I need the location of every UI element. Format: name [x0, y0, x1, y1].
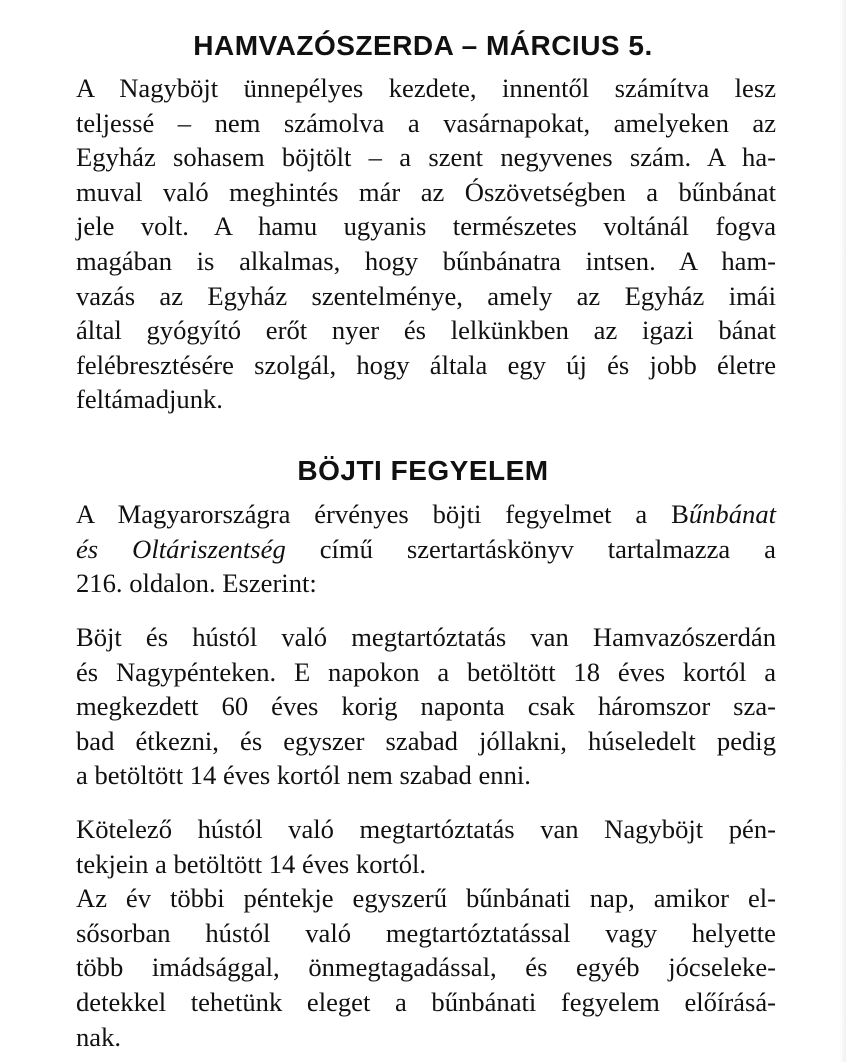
paragraph-intro	[76, 497, 776, 601]
text-line: Kötelező hústól való megtartóztatás van Nagyböjt pén-	[76, 814, 776, 844]
text-line: felébresztésére szolgál, hogy általa egy új és jobb életre	[76, 349, 776, 380]
text-line: vazás az Egyház szentelménye, amely az Egyház imái	[76, 280, 776, 311]
paragraph-bojt-rules	[76, 620, 776, 793]
text-line: sősorban hústól való megtartóztatással vagy helyette	[76, 917, 776, 948]
section-title-hamvazoszerda: HAMVAZÓSZERDA – MÁRCIUS 5.	[193, 30, 653, 61]
text-line: magában is alkalmas, hogy bűnbánatra intsen. A ham-	[76, 245, 776, 276]
text-line: bad étkezni, és egyszer szabad jóllakni, húseledelt pedig	[76, 725, 776, 756]
text-line: 216. oldalon. Eszerint:	[76, 568, 317, 599]
scan-edge-shadow	[840, 0, 846, 1062]
paragraph-hamvazoszerda	[76, 71, 776, 417]
book-title-italic: és Oltáriszentség	[76, 533, 286, 564]
text-line: több imádsággal, önmegtagadással, és egyéb jócseleke-	[76, 952, 776, 983]
text-line	[76, 497, 776, 532]
text-line: A Nagyböjt ünnepélyes kezdete, innentől számítva lesz	[76, 73, 776, 103]
text-line: által gyógyító erőt nyer és lelkünkben az igazi bánat	[76, 315, 776, 346]
intro-text: A Magyarországra érvényes böjti fegyelmet a B	[76, 499, 689, 529]
book-title-italic: űnbánat	[688, 499, 776, 529]
intro-text: című szertartáskönyv tartalmazza a	[285, 533, 776, 564]
text-line: és Nagypénteken. E napokon a betöltött 18 éves kortól a	[76, 656, 776, 687]
text-line: detekkel tehetünk eleget a bűnbánati fegyelem előírásá-	[76, 986, 776, 1017]
text-line: tekjein a betöltött 14 éves kortól.	[76, 848, 427, 879]
text-line: feltámadjunk.	[76, 384, 223, 415]
text-line: teljessé – nem számolva a vasárnapokat, amelyeken az	[76, 107, 776, 138]
text-line: muval való meghintés már az Ószövetségben a bűnbánat	[76, 176, 776, 207]
text-line: megkezdett 60 éves korig naponta csak háromszor sza-	[76, 691, 776, 722]
paragraph-friday-rules	[76, 812, 776, 1054]
text-line: Az év többi péntekje egyszerű bűnbánati nap, amikor el-	[76, 883, 776, 914]
text-line: Böjt és hústól való megtartóztatás van Hamvazószerdán	[76, 622, 776, 652]
text-line: nak.	[76, 1021, 122, 1052]
text-line: jele volt. A hamu ugyanis természetes voltánál fogva	[76, 211, 776, 242]
text-line: Egyház sohasem böjtölt – a szent negyvenes szám. A ha-	[76, 142, 776, 173]
text-line	[76, 532, 776, 567]
section-title-bojti-fegyelem: BÖJTI FEGYELEM	[297, 455, 549, 486]
text-line: a betöltött 14 éves kortól nem szabad enni.	[76, 760, 531, 791]
